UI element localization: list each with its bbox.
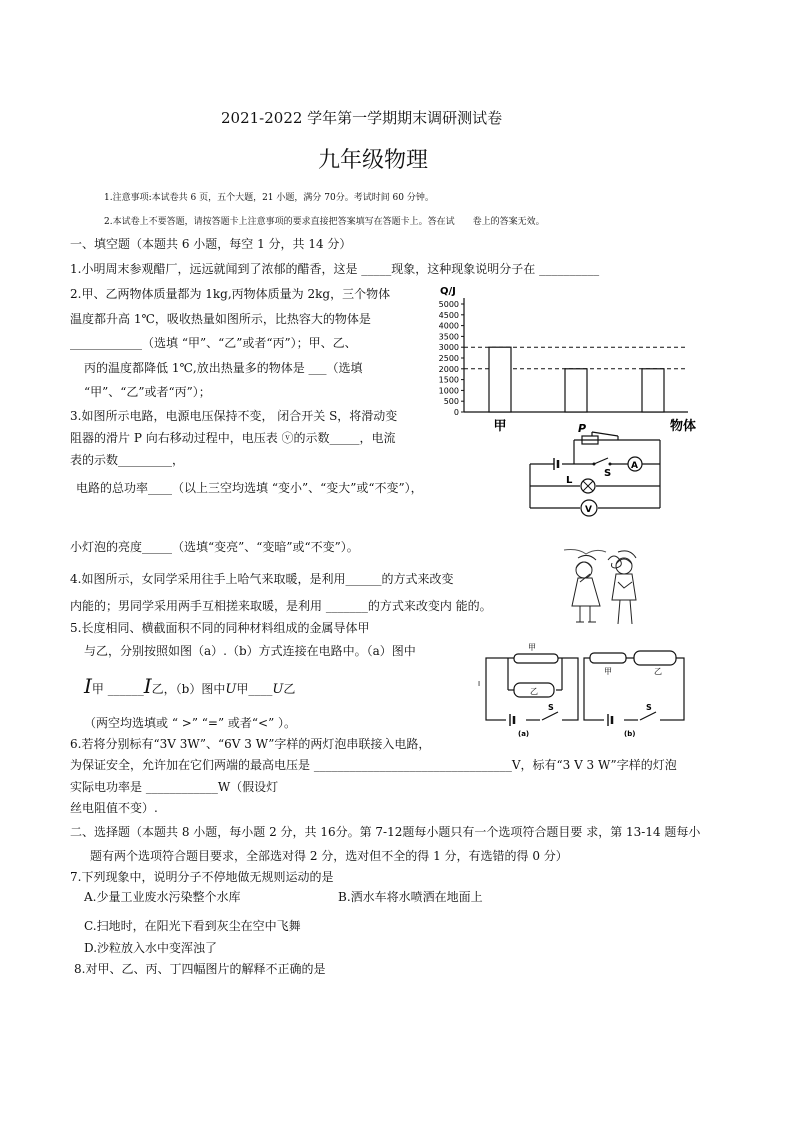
label-jia-b: 甲 [604,667,612,676]
note-2: 2.本试卷上不要答题，请按答题卡上注意事项的要求直接把答案填写在答题卡上。答在试 卷上的答案无效。 [104,217,545,227]
left-mark: I [478,680,481,688]
y-tick-label: 1000 [438,386,459,396]
note-1: 1.注意事项:本试卷共 6 页，五个大题，21 小题，满分 70分。考试时间 60 分钟。 [104,193,434,203]
y-tick-label: 1500 [438,375,459,385]
y-tick-label: 4500 [438,310,459,320]
label-yi-a: 乙 [530,687,538,696]
option-7d: D.沙粒放入水中变浑浊了 [84,941,218,955]
question-6-line-3: 实际电功率是 ____________W（假设灯 [70,780,279,794]
question-8: 8.对甲、乙、丙、丁四幅图片的解释不正确的是 [74,962,326,976]
question-6-line-2: 为保证安全，允许加在它们两端的最高电压是 _________________________________V，标有“3 V 3 W”字样的灯泡 [70,758,677,772]
question-3-line-1: 3.如图所示电路，电源电压保持不变， 闭合开关 S，将滑动变 [70,409,398,423]
label-s-a: S [548,703,554,712]
subscript-jia-2: 甲 [236,682,249,696]
formula-mid: ，（b）图中 [163,682,226,696]
question-2-line-1: 2.甲、乙两物体质量都为 1kg,丙物体质量为 2kg，三个物体 [70,287,391,301]
exam-title: 2021-2022 学年第一学期期末调研测试卷 [221,109,503,127]
y-tick-label: 500 [443,397,459,407]
current-symbol-2: I [143,674,152,698]
caption-b: (b) [624,730,636,738]
question-3-line-2: 阻器的滑片 P 向右移动过程中，电压表 ⓥ的示数_____，电流 [70,431,396,445]
section1-heading: 一、填空题（本题共 6 小题，每空 1 分，共 14 分） [70,237,352,251]
circuit-diagram-q3 [522,422,672,522]
question-3-line-3: 表的示数_________， [70,453,185,467]
question-3-line-4: 电路的总功率____（以上三空均选填 “变小”、“变大”或“不变”）， [76,481,423,495]
section2-heading-2: 题有两个选项符合题目要求，全部选对得 2 分，选对但不全的得 1 分，有选错的得 0 分） [90,849,568,863]
bar [565,369,587,412]
option-7c: C.扫地时，在阳光下看到灰尘在空中飞舞 [84,919,301,933]
ammeter-label: A [631,461,638,471]
option-7b: B.洒水车将水喷洒在地面上 [338,890,483,904]
y-tick-label: 3000 [438,343,459,353]
switch-label-s: S [604,468,612,479]
blank-1: ______ [107,682,144,696]
y-tick-label: 0 [453,408,459,417]
y-axis-label: Q/J [440,286,456,297]
slider-label-p: P [578,422,587,435]
label-s-b: S [646,703,652,712]
circuit-diagram-q5 [478,640,690,740]
question-4-line-2: 内能的；男同学采用两手互相搓来取暖，是利用 _______的方式来改变内 能的。 [70,599,492,613]
y-tick-label: 2500 [438,354,459,363]
subscript-yi: 乙 [151,682,164,696]
question-6-line-4: 丝电阻值不变）. [70,801,158,815]
bar [642,369,664,412]
question-2-line-3: ____________（选填 “甲”、“乙”或者“丙”）；甲、乙、 [70,336,357,350]
question-5-formula [84,674,295,702]
subscript-jia: 甲 [91,682,104,696]
heat-bar-chart [426,282,706,434]
x-category-label: 甲 [493,419,507,434]
x-axis-label: 物体 [670,419,697,434]
exam-subject: 九年级物理 [318,148,429,173]
question-2-line-4: 丙的温度都降低 1℃,放出热量多的物体是 ___（选填 [84,361,363,375]
section2-heading-1: 二、选择题（本题共 8 小题，每小题 2 分，共 16分。第 7-12题每小题只有一个选项符合题目要 求，第 13-14 题每小 [70,825,701,839]
question-1: 1.小明周末参观醋厂，远远就闻到了浓郁的醋香，这是 _____现象，这种现象说明分子在 __________ [70,262,600,276]
y-tick-label: 2000 [438,364,459,374]
question-6-line-1: 6.若将分别标有“3V 3W”、“6V 3 W”字样的两灯泡串联接入电路， [70,737,431,751]
question-2-line-5: “甲”、“乙”或者“丙”）； [84,385,211,399]
warming-hands-illustration [558,546,650,628]
voltage-symbol-2: U [272,682,284,697]
label-jia-a: 甲 [528,643,536,652]
question-5-line-3: （两空均选填或 “ >” “=” 或者“<” ）。 [84,716,297,730]
voltage-symbol-1: U [225,682,237,697]
caption-a: (a) [518,730,530,738]
question-4-line-1: 4.如图所示，女同学采用往手上哈气来取暖，是利用______的方式来改变 [70,572,454,586]
question-7: 7.下列现象中，说明分子不停地做无规则运动的是 [70,870,334,884]
blank-2: ____ [248,682,273,696]
y-tick-label: 3500 [438,332,459,342]
voltmeter-label: V [585,505,592,515]
current-symbol-1: I [84,674,92,698]
question-5-line-2: 与乙，分别按照如图（a）.（b）方式连接在电路中。（a）图中 [84,644,416,658]
bar [489,347,511,412]
question-5-line-1: 5.长度相同、横截面积不同的同种材料组成的金属导体甲 [70,621,370,635]
lamp-label: L [566,475,573,486]
y-ticks [439,300,464,417]
label-yi-b: 乙 [654,667,662,676]
subscript-yi-2: 乙 [283,682,296,696]
question-3-line-5: 小灯泡的亮度_____（选填“变亮”、“变暗”或“不变”）。 [70,540,359,554]
question-2-line-2: 温度都升高 1℃，吸收热量如图所示，比热容大的物体是 [70,312,371,326]
x-categories [493,419,506,434]
bars [489,347,664,412]
option-7a: A.少量工业废水污染整个水库 [84,890,241,904]
y-tick-label: 5000 [438,300,459,309]
y-tick-label: 4000 [438,321,459,331]
